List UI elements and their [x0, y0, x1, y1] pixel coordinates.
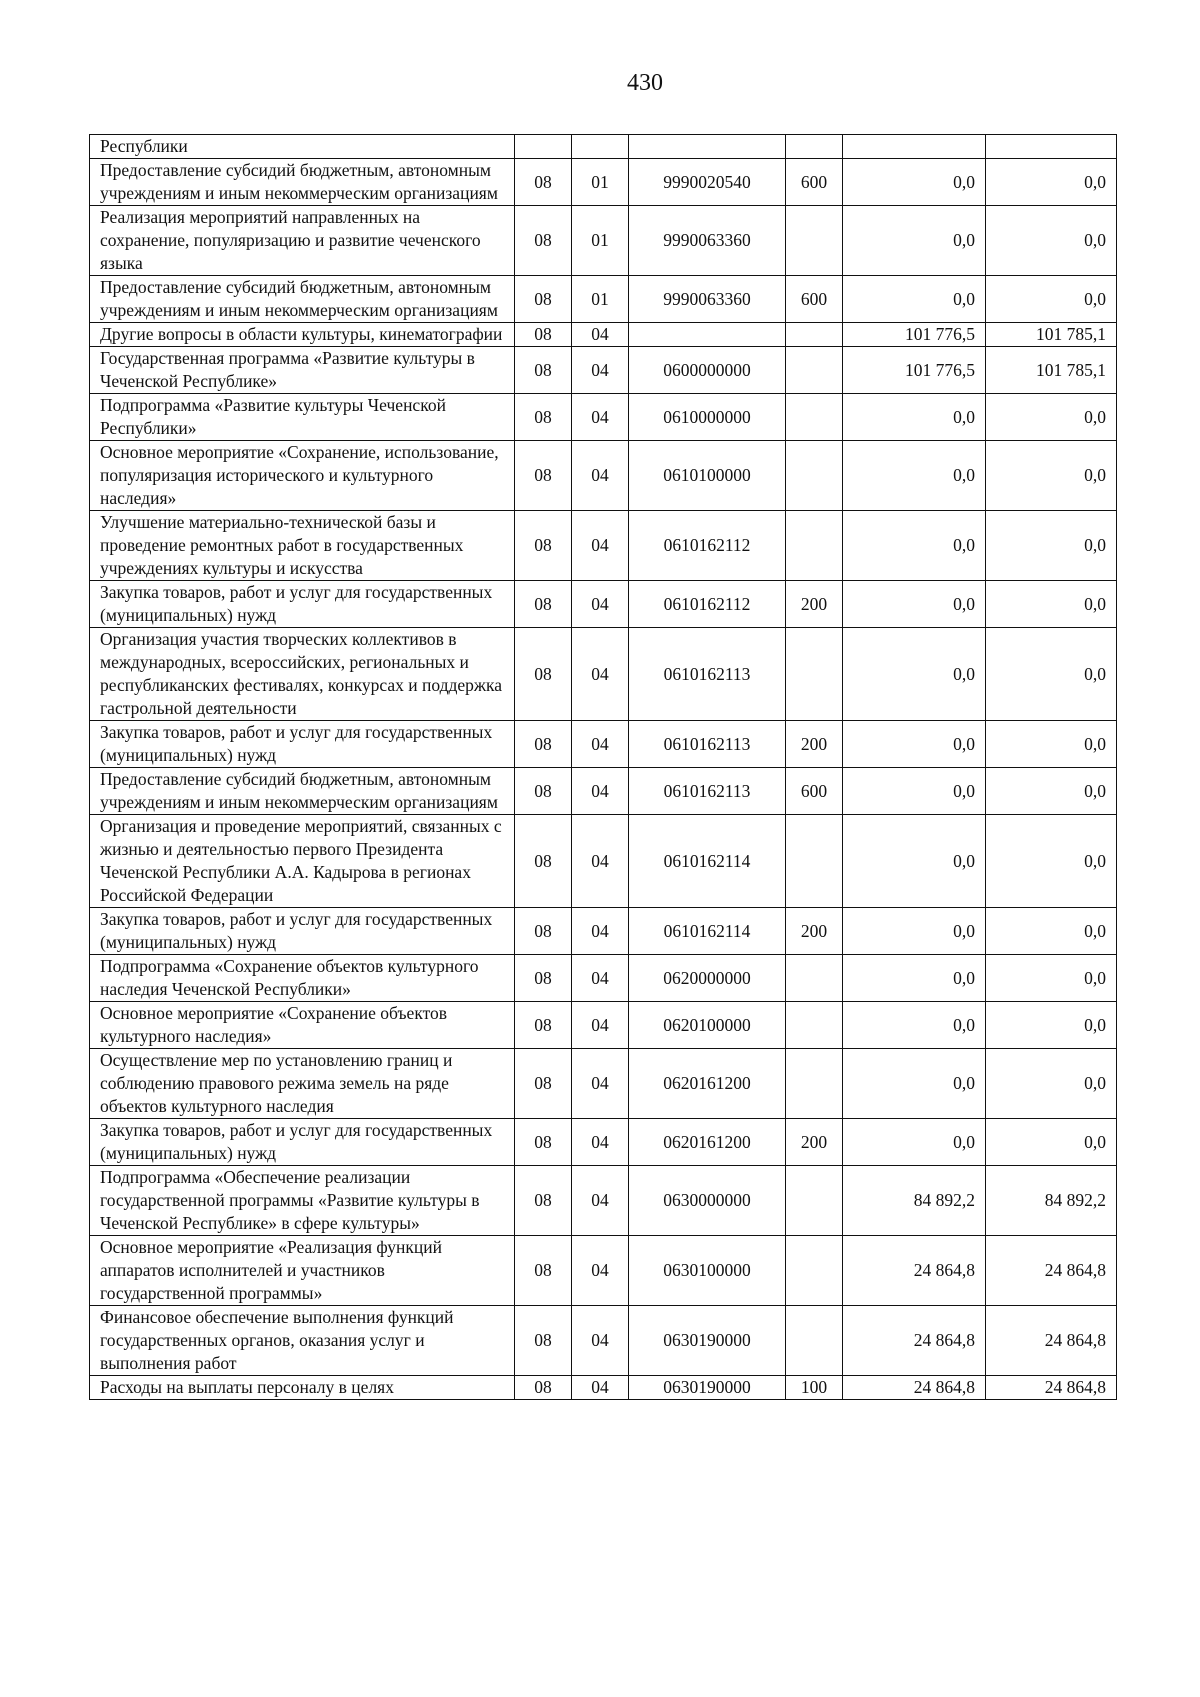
expense-type-cell: 600 — [786, 276, 843, 323]
amount-year-1-cell: 0,0 — [843, 441, 986, 511]
amount-year-1-cell: 0,0 — [843, 955, 986, 1002]
subsection-code-cell: 01 — [572, 159, 629, 206]
expense-type-cell — [786, 955, 843, 1002]
item-name-cell: Финансовое обеспечение выполнения функций государственных органов, оказания услуг и выполнения работ — [90, 1306, 515, 1376]
target-article-cell: 0610162112 — [629, 581, 786, 628]
target-article-cell: 0620000000 — [629, 955, 786, 1002]
amount-year-2-cell: 0,0 — [986, 511, 1117, 581]
amount-year-2-cell: 24 864,8 — [986, 1376, 1117, 1400]
section-code-cell: 08 — [515, 323, 572, 347]
amount-year-1-cell: 0,0 — [843, 581, 986, 628]
target-article-cell: 0610162113 — [629, 721, 786, 768]
target-article-cell — [629, 323, 786, 347]
amount-year-2-cell: 101 785,1 — [986, 347, 1117, 394]
expense-type-cell — [786, 1049, 843, 1119]
section-code-cell: 08 — [515, 1049, 572, 1119]
item-name-cell: Реализация мероприятий направленных на сохранение, популяризацию и развитие чеченского языка — [90, 206, 515, 276]
expense-type-cell — [786, 206, 843, 276]
table-row — [90, 628, 1117, 721]
item-name-cell: Закупка товаров, работ и услуг для государственных (муниципальных) нужд — [90, 581, 515, 628]
amount-year-1-cell: 0,0 — [843, 1049, 986, 1119]
item-name-cell: Подпрограмма «Сохранение объектов культурного наследия Чеченской Республики» — [90, 955, 515, 1002]
amount-year-2-cell: 0,0 — [986, 721, 1117, 768]
item-name-cell: Улучшение материально-технической базы и проведение ремонтных работ в государственных учреждениях культуры и искусства — [90, 511, 515, 581]
table-row — [90, 581, 1117, 628]
section-code-cell: 08 — [515, 511, 572, 581]
expense-type-cell: 100 — [786, 1376, 843, 1400]
amount-year-2-cell: 0,0 — [986, 276, 1117, 323]
section-code-cell: 08 — [515, 1376, 572, 1400]
subsection-code-cell: 01 — [572, 206, 629, 276]
item-name-cell: Предоставление субсидий бюджетным, автономным учреждениям и иным некоммерческим организациям — [90, 276, 515, 323]
item-name-cell: Организация участия творческих коллективов в международных, всероссийских, региональных и республиканских фестивалях, конкурсах и поддержка гастрольной деятельности — [90, 628, 515, 721]
item-name-cell: Основное мероприятие «Сохранение объектов культурного наследия» — [90, 1002, 515, 1049]
amount-year-2-cell: 24 864,8 — [986, 1236, 1117, 1306]
amount-year-1-cell: 0,0 — [843, 815, 986, 908]
section-code-cell: 08 — [515, 581, 572, 628]
target-article-cell: 0610162113 — [629, 768, 786, 815]
target-article-cell: 0610162113 — [629, 628, 786, 721]
budget-table-body — [90, 135, 1117, 1400]
amount-year-1-cell: 24 864,8 — [843, 1306, 986, 1376]
section-code-cell: 08 — [515, 628, 572, 721]
target-article-cell: 0620161200 — [629, 1049, 786, 1119]
target-article-cell: 9990020540 — [629, 159, 786, 206]
expense-type-cell — [786, 1306, 843, 1376]
amount-year-1-cell: 0,0 — [843, 206, 986, 276]
table-row — [90, 276, 1117, 323]
item-name-cell: Другие вопросы в области культуры, кинематографии — [90, 323, 515, 347]
subsection-code-cell: 04 — [572, 768, 629, 815]
expense-type-cell: 200 — [786, 721, 843, 768]
target-article-cell: 0620100000 — [629, 1002, 786, 1049]
subsection-code-cell: 04 — [572, 908, 629, 955]
target-article-cell: 0630100000 — [629, 1236, 786, 1306]
amount-year-1-cell: 24 864,8 — [843, 1376, 986, 1400]
expense-type-cell — [786, 394, 843, 441]
budget-table — [89, 134, 1117, 1400]
amount-year-2-cell: 0,0 — [986, 1119, 1117, 1166]
amount-year-2-cell: 101 785,1 — [986, 323, 1117, 347]
amount-year-2-cell: 84 892,2 — [986, 1166, 1117, 1236]
target-article-cell: 0610162112 — [629, 511, 786, 581]
expense-type-cell: 200 — [786, 581, 843, 628]
subsection-code-cell: 01 — [572, 276, 629, 323]
target-article-cell: 0610162114 — [629, 815, 786, 908]
subsection-code-cell: 04 — [572, 441, 629, 511]
table-row — [90, 135, 1117, 159]
subsection-code-cell: 04 — [572, 581, 629, 628]
section-code-cell — [515, 135, 572, 159]
amount-year-1-cell: 84 892,2 — [843, 1166, 986, 1236]
subsection-code-cell: 04 — [572, 511, 629, 581]
amount-year-2-cell: 0,0 — [986, 815, 1117, 908]
amount-year-2-cell: 0,0 — [986, 441, 1117, 511]
item-name-cell: Подпрограмма «Развитие культуры Чеченской Республики» — [90, 394, 515, 441]
page-number: 430 — [627, 70, 663, 96]
table-row — [90, 1236, 1117, 1306]
target-article-cell: 0630190000 — [629, 1376, 786, 1400]
subsection-code-cell: 04 — [572, 721, 629, 768]
subsection-code-cell: 04 — [572, 1002, 629, 1049]
table-row — [90, 1049, 1117, 1119]
expense-type-cell — [786, 441, 843, 511]
amount-year-1-cell: 0,0 — [843, 511, 986, 581]
item-name-cell: Подпрограмма «Обеспечение реализации государственной программы «Развитие культуры в Чеченской Республике» в сфере культуры» — [90, 1166, 515, 1236]
subsection-code-cell: 04 — [572, 1376, 629, 1400]
table-row — [90, 347, 1117, 394]
amount-year-1-cell: 0,0 — [843, 628, 986, 721]
amount-year-1-cell: 0,0 — [843, 276, 986, 323]
item-name-cell: Закупка товаров, работ и услуг для государственных (муниципальных) нужд — [90, 1119, 515, 1166]
expense-type-cell: 200 — [786, 1119, 843, 1166]
amount-year-1-cell: 101 776,5 — [843, 347, 986, 394]
item-name-cell: Осуществление мер по установлению границ и соблюдению правового режима земель на ряде объектов культурного наследия — [90, 1049, 515, 1119]
subsection-code-cell: 04 — [572, 955, 629, 1002]
amount-year-1-cell: 0,0 — [843, 1119, 986, 1166]
table-row — [90, 394, 1117, 441]
table-row — [90, 908, 1117, 955]
amount-year-1-cell: 24 864,8 — [843, 1236, 986, 1306]
subsection-code-cell — [572, 135, 629, 159]
amount-year-1-cell: 0,0 — [843, 768, 986, 815]
expense-type-cell — [786, 1002, 843, 1049]
amount-year-1-cell: 0,0 — [843, 159, 986, 206]
table-row — [90, 159, 1117, 206]
table-row — [90, 206, 1117, 276]
target-article-cell: 0620161200 — [629, 1119, 786, 1166]
section-code-cell: 08 — [515, 159, 572, 206]
expense-type-cell: 600 — [786, 159, 843, 206]
expense-type-cell: 600 — [786, 768, 843, 815]
item-name-cell: Организация и проведение мероприятий, связанных с жизнью и деятельностью первого Президента Чеченской Республики А.А. Кадырова в регионах Российской Федерации — [90, 815, 515, 908]
item-name-cell: Государственная программа «Развитие культуры в Чеченской Республике» — [90, 347, 515, 394]
table-row — [90, 721, 1117, 768]
amount-year-2-cell — [986, 135, 1117, 159]
table-row — [90, 1376, 1117, 1400]
expense-type-cell — [786, 323, 843, 347]
item-name-cell: Расходы на выплаты персоналу в целях — [90, 1376, 515, 1400]
amount-year-2-cell: 0,0 — [986, 955, 1117, 1002]
section-code-cell: 08 — [515, 1166, 572, 1236]
section-code-cell: 08 — [515, 276, 572, 323]
amount-year-1-cell: 0,0 — [843, 721, 986, 768]
subsection-code-cell: 04 — [572, 815, 629, 908]
subsection-code-cell: 04 — [572, 628, 629, 721]
item-name-cell: Закупка товаров, работ и услуг для государственных (муниципальных) нужд — [90, 721, 515, 768]
target-article-cell: 9990063360 — [629, 276, 786, 323]
amount-year-1-cell: 0,0 — [843, 1002, 986, 1049]
amount-year-1-cell: 0,0 — [843, 908, 986, 955]
amount-year-1-cell: 101 776,5 — [843, 323, 986, 347]
table-row — [90, 955, 1117, 1002]
table-row — [90, 1166, 1117, 1236]
amount-year-2-cell: 0,0 — [986, 628, 1117, 721]
subsection-code-cell: 04 — [572, 1306, 629, 1376]
subsection-code-cell: 04 — [572, 323, 629, 347]
section-code-cell: 08 — [515, 1002, 572, 1049]
item-name-cell: Основное мероприятие «Сохранение, использование, популяризация исторического и культурного наследия» — [90, 441, 515, 511]
target-article-cell — [629, 135, 786, 159]
item-name-cell: Республики — [90, 135, 515, 159]
table-row — [90, 1119, 1117, 1166]
section-code-cell: 08 — [515, 206, 572, 276]
expense-type-cell — [786, 347, 843, 394]
item-name-cell: Основное мероприятие «Реализация функций аппаратов исполнителей и участников государственной программы» — [90, 1236, 515, 1306]
item-name-cell: Предоставление субсидий бюджетным, автономным учреждениям и иным некоммерческим организациям — [90, 768, 515, 815]
target-article-cell: 0610162114 — [629, 908, 786, 955]
amount-year-2-cell: 24 864,8 — [986, 1306, 1117, 1376]
table-row — [90, 323, 1117, 347]
table-row — [90, 1306, 1117, 1376]
table-row — [90, 815, 1117, 908]
subsection-code-cell: 04 — [572, 1119, 629, 1166]
subsection-code-cell: 04 — [572, 394, 629, 441]
subsection-code-cell: 04 — [572, 1236, 629, 1306]
amount-year-1-cell — [843, 135, 986, 159]
section-code-cell: 08 — [515, 955, 572, 1002]
target-article-cell: 0600000000 — [629, 347, 786, 394]
target-article-cell: 0610000000 — [629, 394, 786, 441]
section-code-cell: 08 — [515, 347, 572, 394]
target-article-cell: 9990063360 — [629, 206, 786, 276]
amount-year-2-cell: 0,0 — [986, 768, 1117, 815]
target-article-cell: 0630000000 — [629, 1166, 786, 1236]
expense-type-cell — [786, 135, 843, 159]
target-article-cell: 0630190000 — [629, 1306, 786, 1376]
expense-type-cell — [786, 511, 843, 581]
item-name-cell: Закупка товаров, работ и услуг для государственных (муниципальных) нужд — [90, 908, 515, 955]
amount-year-2-cell: 0,0 — [986, 1002, 1117, 1049]
amount-year-2-cell: 0,0 — [986, 206, 1117, 276]
subsection-code-cell: 04 — [572, 1049, 629, 1119]
subsection-code-cell: 04 — [572, 1166, 629, 1236]
amount-year-2-cell: 0,0 — [986, 394, 1117, 441]
amount-year-2-cell: 0,0 — [986, 1049, 1117, 1119]
expense-type-cell — [786, 1166, 843, 1236]
section-code-cell: 08 — [515, 1119, 572, 1166]
amount-year-2-cell: 0,0 — [986, 581, 1117, 628]
section-code-cell: 08 — [515, 394, 572, 441]
table-row — [90, 441, 1117, 511]
amount-year-1-cell: 0,0 — [843, 394, 986, 441]
section-code-cell: 08 — [515, 441, 572, 511]
section-code-cell: 08 — [515, 815, 572, 908]
section-code-cell: 08 — [515, 721, 572, 768]
subsection-code-cell: 04 — [572, 347, 629, 394]
section-code-cell: 08 — [515, 768, 572, 815]
expense-type-cell — [786, 628, 843, 721]
table-row — [90, 511, 1117, 581]
section-code-cell: 08 — [515, 1306, 572, 1376]
amount-year-2-cell: 0,0 — [986, 159, 1117, 206]
table-row — [90, 768, 1117, 815]
item-name-cell: Предоставление субсидий бюджетным, автономным учреждениям и иным некоммерческим организациям — [90, 159, 515, 206]
target-article-cell: 0610100000 — [629, 441, 786, 511]
expense-type-cell — [786, 815, 843, 908]
expense-type-cell: 200 — [786, 908, 843, 955]
expense-type-cell — [786, 1236, 843, 1306]
section-code-cell: 08 — [515, 908, 572, 955]
table-row — [90, 1002, 1117, 1049]
amount-year-2-cell: 0,0 — [986, 908, 1117, 955]
section-code-cell: 08 — [515, 1236, 572, 1306]
